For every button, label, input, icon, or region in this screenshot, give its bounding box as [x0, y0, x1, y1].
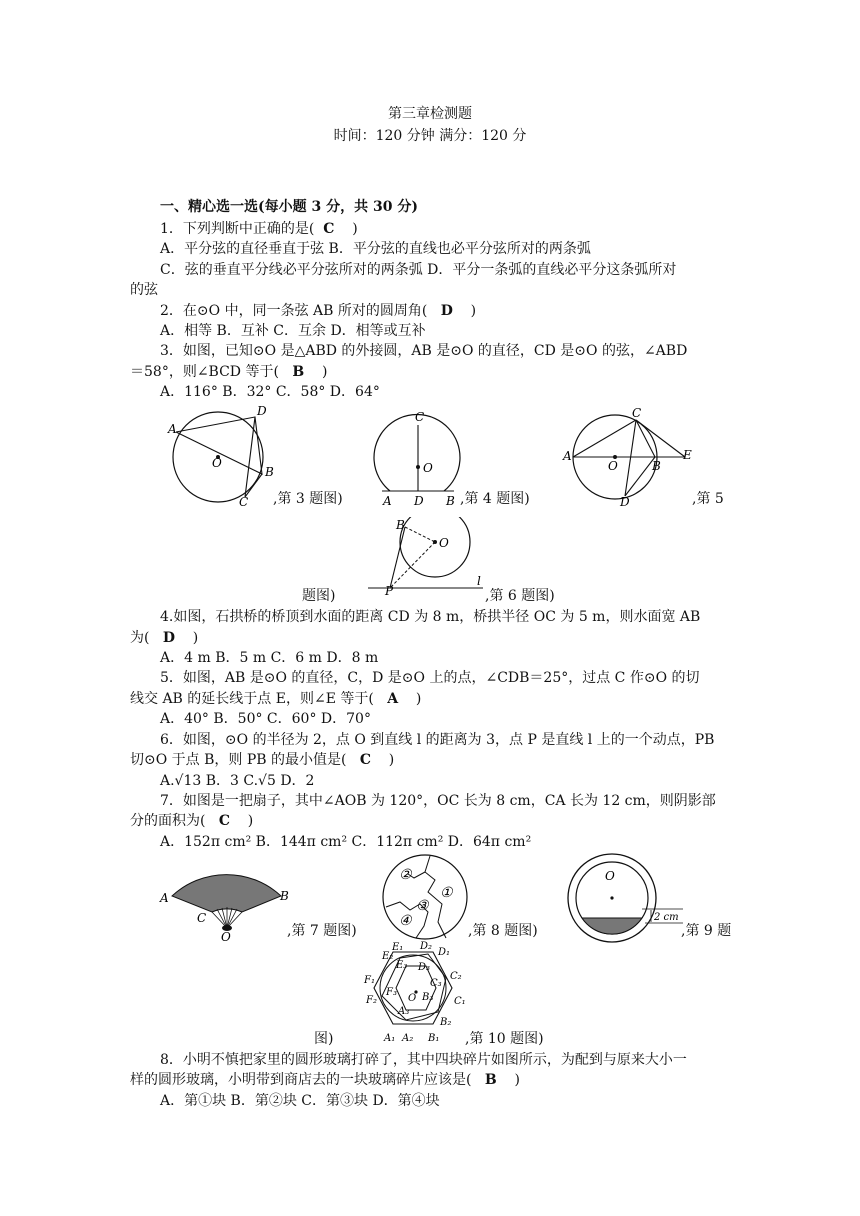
svg-text:O: O — [221, 930, 231, 942]
svg-text:D₂: D₂ — [420, 941, 433, 952]
fig4-arch — [374, 415, 460, 491]
svg-text:C₃: C₃ — [430, 978, 442, 989]
svg-text:O: O — [408, 993, 417, 1004]
q4-answer: D — [162, 630, 175, 646]
q3-options: A．116° B．32° C．58° D．64° — [160, 384, 380, 400]
svg-text:A₃: A₃ — [398, 1006, 410, 1017]
q4-options: A．4 m B．5 m C．6 m D．8 m — [160, 650, 379, 666]
svg-text:O: O — [423, 461, 433, 475]
figure-6 — [365, 517, 495, 599]
q1-options-line1: A．平分弦的直径垂直于弦 B．平分弦的直线也必平分弦所对的两条弧 — [160, 241, 591, 257]
fig5-tangent-ce — [636, 420, 685, 457]
svg-text:B: B — [396, 518, 405, 532]
svg-text:C: C — [197, 911, 207, 925]
svg-text:A: A — [160, 891, 169, 905]
q2-stem: 2．在⊙O 中，同一条弦 AB 所对的圆周角( D ) — [160, 303, 477, 319]
svg-text:D₃: D₃ — [418, 962, 431, 973]
svg-text:B: B — [446, 494, 455, 508]
q6-line1: 6．如图，⊙O 的半径为 2，点 O 到直线 l 的距离为 3，点 P 是直线 l 上的一个动点，PB — [160, 732, 715, 748]
q5-answer: A — [387, 691, 399, 707]
q4-line1: 4.如图，石拱桥的桥顶到水面的距离 CD 为 8 m，桥拱半径 OC 为 5 m，则水面宽 AB — [160, 609, 701, 625]
svg-text:C: C — [239, 495, 249, 509]
svg-text:A: A — [383, 494, 392, 508]
svg-text:A: A — [563, 449, 572, 463]
fig8-label-2: ② — [399, 867, 412, 883]
svg-text:F₁: F₁ — [364, 975, 375, 986]
fig8-circle — [383, 855, 467, 939]
figure-8 — [380, 852, 470, 946]
svg-text:E: E — [683, 448, 692, 462]
fig7-caption: ,第 7 题图) — [287, 923, 357, 939]
svg-text:D: D — [414, 494, 424, 508]
page-title: 第三章检测题 — [388, 106, 472, 122]
svg-text:E₁: E₁ — [392, 942, 404, 953]
fig4-caption: ,第 4 题图) — [460, 491, 530, 507]
q1-answer: C — [323, 221, 335, 237]
svg-text:B: B — [652, 459, 661, 473]
svg-text:E₃: E₃ — [396, 960, 408, 971]
fig6-pb — [390, 527, 405, 588]
fig4-center-dot — [416, 465, 420, 469]
q5-line1: 5．如图，AB 是⊙O 的直径，C，D 是⊙O 上的点，∠CDB＝25°，过点 C 作⊙O 的切 — [160, 670, 700, 686]
svg-text:C: C — [632, 406, 642, 420]
fig5-caption-b: 题图) — [302, 588, 336, 604]
svg-text:l: l — [477, 574, 481, 588]
svg-text:F₂: F₂ — [366, 995, 377, 1006]
section-heading: 一、精心选一选(每小题 3 分，共 30 分) — [160, 199, 418, 215]
fig6-ob-dashed — [405, 527, 435, 542]
q1-options-line3: 的弦 — [130, 282, 158, 298]
svg-text:B₃: B₃ — [422, 992, 434, 1003]
fig8-label-4: ④ — [399, 913, 412, 929]
fig8-caption: ,第 8 题图) — [468, 923, 538, 939]
q8-answer: B — [484, 1072, 497, 1088]
fig8-label-1: ① — [440, 885, 453, 901]
figure-5 — [560, 405, 700, 514]
fig8-label-3: ③ — [416, 898, 429, 914]
q6-options: A.√13 B．3 C.√5 D．2 — [160, 773, 315, 789]
fig9-water — [582, 918, 642, 934]
svg-text:O: O — [608, 459, 618, 473]
q1-stem: 1．下列判断中正确的是( C ) — [160, 221, 358, 237]
q6-line2: 切⊙O 于点 B，则 PB 的最小值是( C ) — [130, 752, 395, 768]
figure-4 — [370, 407, 465, 513]
q8-line1: 8．小明不慎把家里的圆形玻璃打碎了，其中四块碎片如图所示，为配到与原来大小一 — [160, 1052, 687, 1068]
svg-text:O: O — [605, 869, 615, 883]
q7-answer: C — [218, 813, 230, 829]
q3-line1: 3．如图，已知⊙O 是△ABD 的外接圆，AB 是⊙O 的直径，CD 是⊙O 的弦，∠ABD — [160, 343, 688, 359]
svg-text:C₂: C₂ — [450, 971, 462, 982]
svg-text:D: D — [257, 404, 267, 418]
svg-text:A₂: A₂ — [402, 1033, 414, 1044]
fig9-center-dot — [610, 896, 613, 899]
fig10-caption: ,第 10 题图) — [465, 1031, 544, 1047]
q4-line2: 为( D ) — [130, 630, 199, 646]
fig5-ac — [573, 420, 636, 457]
svg-text:D: D — [620, 495, 630, 509]
figure-10 — [360, 938, 475, 1052]
fig7-shaded-sector — [172, 875, 281, 912]
fig5-caption-a: ,第 5 — [692, 491, 724, 507]
q2-options: A．相等 B．互补 C．互余 D．相等或互补 — [160, 323, 426, 339]
svg-text:O: O — [439, 536, 449, 550]
figure-9 — [565, 852, 685, 951]
fig9-caption-a: ,第 9 题 — [681, 923, 732, 939]
fig3-caption: ,第 3 题图) — [273, 491, 343, 507]
svg-text:P: P — [385, 584, 394, 595]
q2-answer: D — [440, 303, 453, 319]
svg-text:F₃: F₃ — [386, 987, 397, 998]
q7-line1: 7．如图是一把扇子，其中∠AOB 为 120°，OC 长为 8 cm，CA 长为 12 cm，则阴影部 — [160, 793, 716, 809]
fig6-circle — [400, 517, 470, 577]
time-info: 时间：120 分钟 满分：120 分 — [333, 128, 527, 144]
q3-line2: ＝58°，则∠BCD 等于( B ) — [130, 364, 328, 380]
q6-answer: C — [359, 752, 371, 768]
q5-options: A．40° B．50° C．60° D．70° — [160, 711, 371, 727]
q7-options: A．152π cm² B．144π cm² C．112π cm² D．64π cm² — [160, 834, 532, 850]
svg-text:B: B — [280, 889, 289, 903]
fig6-op-dashed — [390, 542, 435, 588]
svg-text:A: A — [168, 422, 177, 436]
q5-line2: 线交 AB 的延长线于点 E，则∠E 等于( A ) — [130, 691, 422, 707]
q3-answer: B — [292, 364, 305, 380]
svg-text:C: C — [415, 410, 425, 424]
svg-text:O: O — [212, 456, 222, 470]
svg-text:B₂: B₂ — [440, 1017, 452, 1028]
q1-options-line2: C．弦的垂直平分线必平分弦所对的两条弧 D．平分一条弧的直线必平分这条弧所对 — [160, 262, 677, 278]
figure-3 — [165, 400, 280, 514]
q8-line2: 样的圆形玻璃，小明带到商店去的一块玻璃碎片应该是( B ) — [130, 1072, 520, 1088]
fig6-center-dot — [433, 540, 437, 544]
q7-line2: 分的面积为( C ) — [130, 813, 254, 829]
svg-text:E₂: E₂ — [382, 951, 394, 962]
svg-text:D₁: D₁ — [438, 947, 451, 958]
svg-text:B: B — [265, 465, 274, 479]
svg-text:A₁: A₁ — [384, 1033, 396, 1044]
q8-options: A．第①块 B．第②块 C．第③块 D．第④块 — [160, 1093, 440, 1109]
svg-text:B₁: B₁ — [428, 1033, 440, 1044]
fig9-measure-label: 2 cm — [654, 912, 679, 923]
fig6-caption: ,第 6 题图) — [485, 588, 555, 604]
figure-7 — [157, 852, 292, 946]
svg-text:C₁: C₁ — [454, 996, 466, 1007]
fig9-caption-b: 图) — [314, 1031, 334, 1047]
